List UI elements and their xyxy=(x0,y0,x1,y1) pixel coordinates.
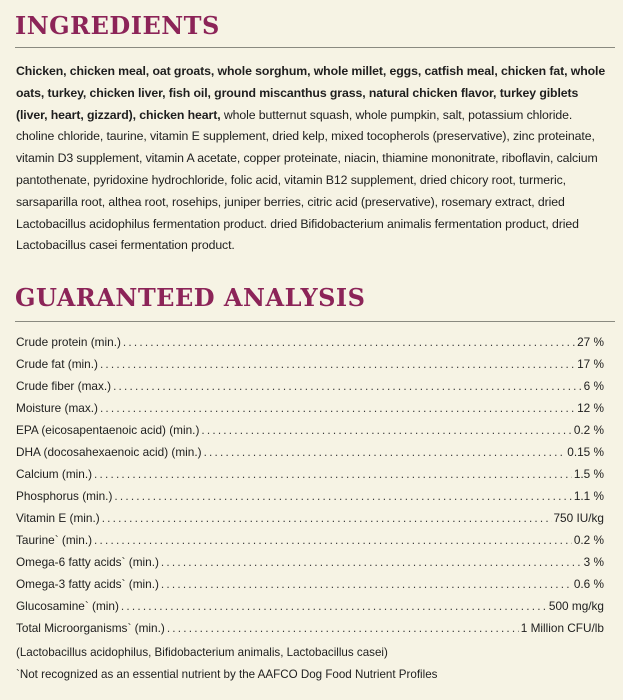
dot-leader xyxy=(100,353,575,375)
nutrient-label: Crude fat (min.) xyxy=(16,357,98,371)
nutrient-label: Taurine` (min.) xyxy=(16,533,93,547)
analysis-row-glucosamine xyxy=(16,595,604,617)
nutrient-value: 1 Million CFU/lb xyxy=(520,621,604,635)
ingredients-bold-text: Chicken, chicken meal, oat groats, whole sorghum, whole millet, eggs, catfish meal, chicken fat, whole oats, turkey, chicken liver, fish oil, ground miscanthus grass, natural chicken flavor, turkey giblets (liver, heart, gizzard), chicken heart, xyxy=(16,64,606,122)
analysis-row-vitamin-e xyxy=(16,507,604,529)
nutrient-value: 0.15 % xyxy=(567,445,604,459)
nutrient-label: Vitamin E (min.) xyxy=(16,511,100,525)
dot-leader xyxy=(161,551,582,573)
dot-leader xyxy=(102,507,552,529)
aafco-footnote: `Not recognized as an essential nutrient by the AAFCO Dog Food Nutrient Profiles xyxy=(16,668,438,681)
ingredients-regular-text: whole butternut squash, whole pumpkin, salt, potassium chloride. choline chloride, taurine, vitamin E supplement, dried kelp, mixed tocopherols (preservative), zinc proteinate, vitamin D3 supplement, vitamin A acetate, copper proteinate, niacin, thiamine mononitrate, riboflavin, calcium pantothenate, pyridoxine hydrochloride, folic acid, vitamin B12 supplement, dried chicory root, turmeric, sarsaparilla root, althea root, rosehips, juniper berries, citric acid (preservative), rosemary extract, dried Lactobacillus acidophilus fermentation product. dried Bifidobacterium animalis fermentation product, dried Lactobacillus casei fermentation product. xyxy=(16,107,598,253)
dot-leader xyxy=(161,573,572,595)
dot-leader xyxy=(94,529,572,551)
microorganisms-note: (Lactobacillus acidophilus, Bifidobacterium animalis, Lactobacillus casei) xyxy=(16,646,388,659)
analysis-divider xyxy=(15,321,615,322)
analysis-row-calcium xyxy=(16,463,604,485)
nutrient-value: 27 % xyxy=(577,335,604,349)
analysis-row-omega-6 xyxy=(16,551,604,573)
nutrient-value: 0.2 % xyxy=(573,423,604,437)
nutrient-value: 0.2 % xyxy=(573,533,604,547)
analysis-heading: GUARANTEED ANALYSIS xyxy=(15,283,366,312)
dot-leader xyxy=(123,331,575,353)
nutrient-value: 750 IU/kg xyxy=(553,511,604,525)
dot-leader xyxy=(94,463,572,485)
nutrient-label: Omega-6 fatty acids` (min.) xyxy=(16,555,159,569)
analysis-row-taurine xyxy=(16,529,604,551)
nutrient-label: Omega-3 fatty acids` (min.) xyxy=(16,577,159,591)
dot-leader xyxy=(204,441,566,463)
nutrient-value: 6 % xyxy=(583,379,604,393)
ingredients-heading: INGREDIENTS xyxy=(15,11,220,40)
analysis-row-crude-fat xyxy=(16,353,604,375)
nutrient-label: Crude protein (min.) xyxy=(16,335,121,349)
nutrient-value: 0.6 % xyxy=(573,577,604,591)
nutrient-label: EPA (eicosapentaenoic acid) (min.) xyxy=(16,423,200,437)
nutrient-label: Moisture (max.) xyxy=(16,401,98,415)
analysis-row-crude-fiber xyxy=(16,375,604,397)
dot-leader xyxy=(167,617,519,639)
dot-leader xyxy=(113,375,582,397)
ingredients-list xyxy=(16,61,610,257)
analysis-table xyxy=(16,331,604,639)
analysis-row-epa xyxy=(16,419,604,441)
analysis-row-omega-3 xyxy=(16,573,604,595)
nutrient-label: Total Microorganisms` (min.) xyxy=(16,621,165,635)
nutrient-label: Glucosamine` (min) xyxy=(16,599,119,613)
analysis-row-total-microorganisms xyxy=(16,617,604,639)
analysis-row-moisture xyxy=(16,397,604,419)
nutrient-value: 1.1 % xyxy=(573,489,604,503)
dot-leader xyxy=(114,485,571,507)
dot-leader xyxy=(100,397,575,419)
ingredients-divider xyxy=(15,47,615,48)
nutrient-label: Crude fiber (max.) xyxy=(16,379,112,393)
nutrient-label: Phosphorus (min.) xyxy=(16,489,113,503)
nutrient-label: Calcium (min.) xyxy=(16,467,93,481)
nutrient-value: 1.5 % xyxy=(573,467,604,481)
analysis-row-dha xyxy=(16,441,604,463)
analysis-row-crude-protein xyxy=(16,331,604,353)
nutrient-label: DHA (docosahexaenoic acid) (min.) xyxy=(16,445,202,459)
nutrient-value: 12 % xyxy=(577,401,604,415)
dot-leader xyxy=(201,419,571,441)
analysis-row-phosphorus xyxy=(16,485,604,507)
nutrient-value: 17 % xyxy=(577,357,604,371)
nutrient-value: 500 mg/kg xyxy=(548,599,604,613)
nutrient-value: 3 % xyxy=(583,555,604,569)
dot-leader xyxy=(121,595,547,617)
